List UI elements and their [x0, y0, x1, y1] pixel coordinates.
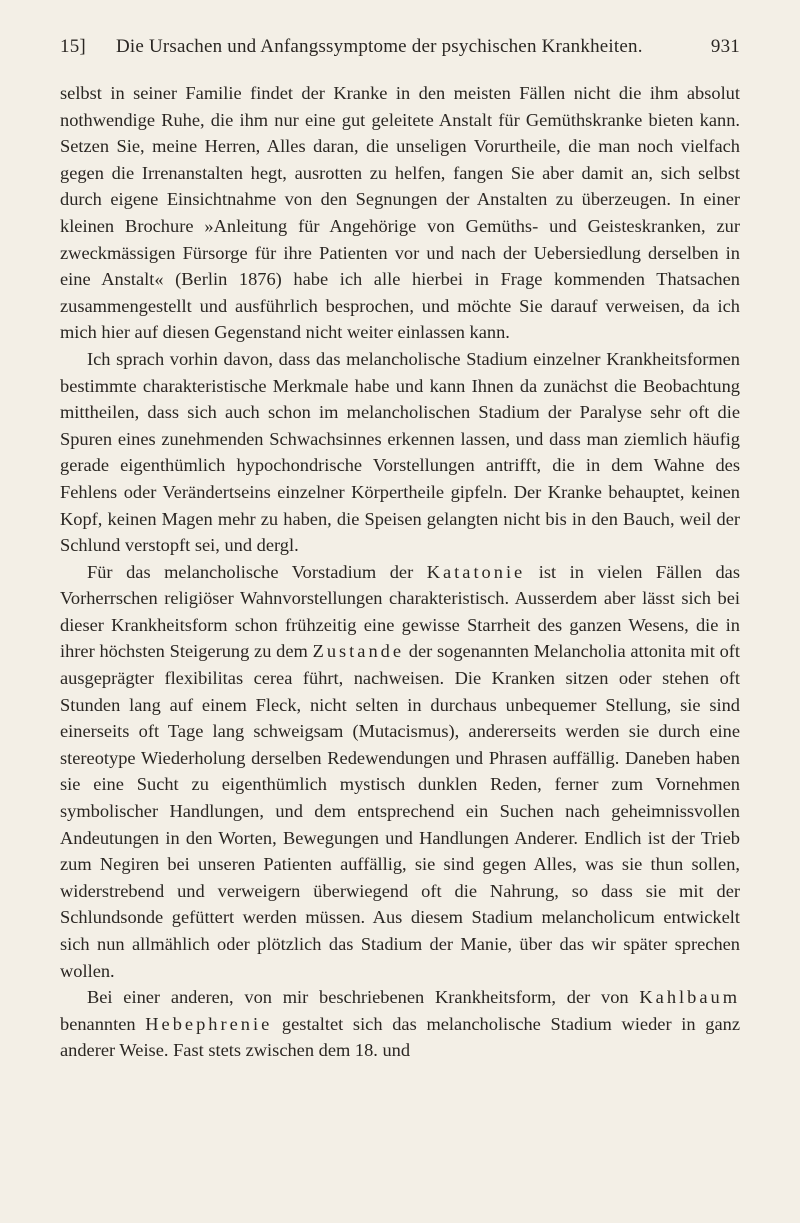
body-text: [60, 80, 740, 1064]
page-number: 931: [710, 36, 740, 57]
paragraph-3: [60, 559, 740, 985]
term-katatonie: Katatonie: [426, 561, 526, 582]
paragraph-3-text-a: Für das melancholische Vorstadium der: [87, 561, 427, 582]
section-marker: 15]: [60, 36, 86, 57]
running-title: Die Ursachen und Anfangssymptome der psychischen Krankheiten.: [116, 36, 643, 57]
paragraph-2: Ich sprach vorhin davon, dass das melancholische Stadium einzelner Krankheitsformen bestimmte charakteristische Merkmale habe und kann Ihnen da zunächst die Beobachtung mittheilen, dass sich auch schon im melancholischen Stadium der Paralyse sehr oft die Spuren eines zunehmenden Schwachsinnes erkennen lassen, und dass man ziemlich häufig gerade eigenthümlich hypochondrische Vorstellungen antrifft, die in dem Wahne des Fehlens oder Verändertseins einzelner Körpertheile gipfeln. Der Kranke behauptet, keinen Kopf, keinen Magen mehr zu haben, die Speisen gelangten nicht bis in den Bauch, weil der Schlund verstopft sei, und dergl.: [60, 348, 740, 556]
paragraph-1: selbst in seiner Familie findet der Kranke in den meisten Fällen nicht die ihm absolut nothwendige Ruhe, die ihm nur eine gut geleitete Anstalt für Gemüthskranke bieten kann. Setzen Sie, meine Herren, Alles daran, die unseligen Vorurtheile, die man noch vielfach gegen die Irrenanstalten hegt, ausrotten zu helfen, fangen Sie aber damit an, sich selbst durch eigene Einsichtnahme von den Segnungen der Anstalten zu überzeugen. In einer kleinen Brochure »Anleitung für Angehörige von Gemüths- und Geisteskranken, zur zweckmässigen Fürsorge für ihre Patienten vor und nach der Uebersiedlung derselben in eine Anstalt« (Berlin 1876) habe ich alle hierbei in Frage kommenden Thatsachen zusammengestellt und ausführlich besprochen, und möchte Sie darauf verweisen, da ich mich hier auf diesen Gegenstand nicht weiter einlassen kann.: [60, 83, 740, 343]
term-hebephrenie: Hebephrenie: [145, 1013, 273, 1034]
paragraph-3-text-b: ist in vielen Fällen das Vorherrschen religiöser Wahnvorstellungen charakteristisch. Ausserdem aber lässt sich bei dieser Krankheitsform schon frühzeitig eine gewisse Starrheit des ganzen Wesens, die in ihrer höchsten Steigerung zu dem: [60, 561, 740, 662]
paragraph-3-text-c: der sogenannten Melancholia attonita mit oft ausgeprägter flexibilitas cerea führt, nachweisen. Die Kranken sitzen oder stehen oft Stunden lang auf einem Fleck, nicht selten in durchaus unbequemer Stellung, sie sind einerseits oft Tage lang schweigsam (Mutacismus), andererseits werden sie durch eine stereotype Wiederholung derselben Redewendungen und Phrasen auffällig. Daneben haben sie eine Sucht zu eigenthümlich mystisch dunklen Reden, ferner zum Vornehmen symbolischer Handlungen, und dem entsprechend ein Suchen nach geheimnissvollen Andeutungen in den Worten, Bewegungen und Handlungen Anderer. Endlich ist der Trieb zum Negiren bei unseren Patienten auffällig, sie sind gegen Alles, was sie thun sollen, widerstrebend und verweigern überwiegend oft die Nahrung, so dass sie mit der Schlundsonde gefüttert werden müssen. Aus diesem Stadium melancholicum entwickelt sich nun allmählich oder plötzlich das Stadium der Manie, über das wir später sprechen wollen.: [60, 641, 740, 981]
author-kahlbaum: Kahlbaum: [639, 987, 740, 1008]
term-zustande: Zustande: [312, 641, 405, 662]
paragraph-4-text-a: Bei einer anderen, von mir beschriebenen Krankheitsform, der von: [87, 987, 640, 1008]
paragraph-4: [60, 984, 740, 1064]
paragraph-4-text-b: benannten: [60, 1013, 146, 1034]
running-header: [60, 36, 740, 62]
paragraph-4-text-c: gestaltet sich das melancholische Stadium wieder in ganz anderer Weise. Fast stets zwischen dem 18. und: [60, 1013, 740, 1061]
